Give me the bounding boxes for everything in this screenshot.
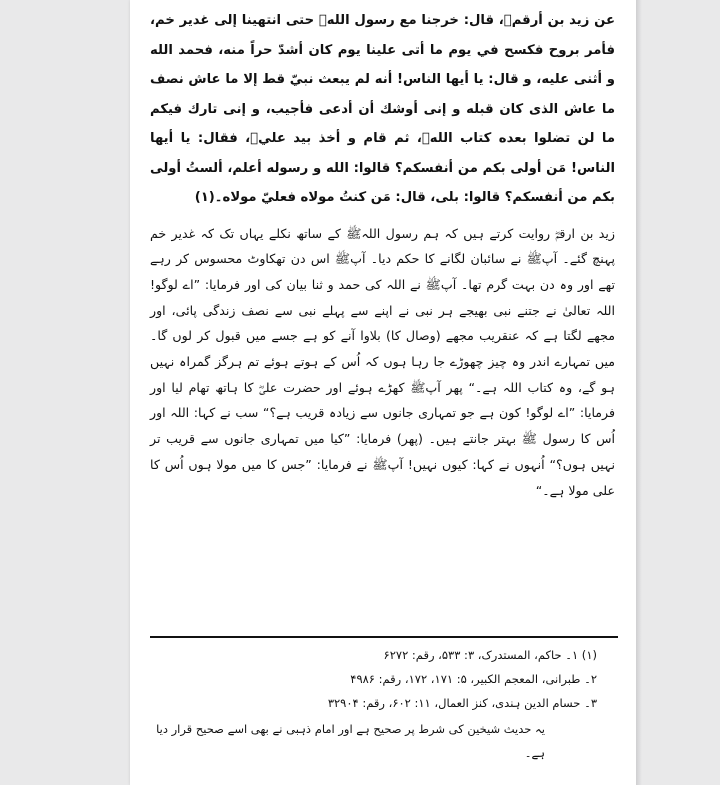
footnote-grading-note: یہ حدیث شیخین کی شرط پر صحیح ہے اور امام ذہبی نے بھی اسے صحیح قرار دیا ہے۔ [156, 722, 545, 760]
arabic-paragraph: عن زيد بن أرقمؓ، قال: خرجنا مع رسول اللهﷺ حتى انتهينا إلى غدير خم، فأمر بروح فكسح في يوم ما أتى علينا يوم كان أشدّ حراً منه، فحمد الله و أثنى عليه، و قال: يا أيها الناس! أنه لم يبعث نبيّ قط إلا ما عاش نصف ما عاش الذى كان قبله و إنى أوشك أن أدعى فأجيب، و إنى تارك فيكم ما لن تضلوا بعده كتاب اللهﷺ، ثم قام و أخذ بيد عليؓ، فقال: يا أيها الناس! مَن أولى بكم من أنفسكم؟ قالوا: الله و رسوله أعلم، ألستُ أولى بكم من أنفسكم؟ قالوا: بلى، قال: مَن كنتُ مولاه فعليّ مولاه۔(۱) [150, 13, 615, 205]
page-edge [636, 0, 642, 785]
urdu-paragraph: زید بن ارقمؓ روایت کرتے ہیں کہ ہم رسول اللہﷺ کے ساتھ نکلے یہاں تک کہ غدیر خم پہنچ گئے۔ آپﷺ نے سائبان لگانے کا حکم دیا۔ آپﷺ اس دن تھکاوٹ محسوس کر رہے تھے اور وہ دن بہت گرم تھا۔ آپﷺ نے اللہ کی حمد و ثنا بیان کی اور فرمایا: ”اے لوگو! اللہ تعالیٰ نے جتنے نبی بھیجے ہر نبی نے اپنے سے پہلے نبی سے نصف زندگی پائی، اور مجھے لگتا ہے کہ عنقریب مجھے (وصال کا) بلاوا آنے کو ہے جسے میں قبول کر لوں گا۔ میں تمہارے اندر وہ چیز چھوڑے جا رہا ہوں کہ اُس کے ہوتے ہوئے تم ہرگز گمراہ نہیں ہو گے، وہ کتاب اللہ ہے۔“ پھر آپﷺ کھڑے ہوئے اور حضرت علیؓ کا ہاتھ تھام لیا اور فرمایا: ”اے لوگو! کون ہے جو تمہاری جانوں سے زیادہ قریب ہے؟“ سب نے کہا: اللہ اور اُس کا رسول ﷺ بہتر جانتے ہیں۔ (پھر) فرمایا: ”کیا میں تمہاری جانوں سے قریب تر نہیں ہوں؟“ اُنہوں نے کہا: کیوں نہیں! آپﷺ نے فرمایا: ”جس کا میں مولا ہوں اُس کا علی مولا ہے۔“ [150, 225, 615, 498]
footnote-3: ۳۔ حسام الدین ہندی، کنز العمال، ۱۱: ۶۰۲، رقم: ۳۲۹۰۴ [327, 696, 597, 710]
footnote-1: (۱) ۱۔ حاکم، المستدرک، ۳: ۵۳۳، رقم: ۶۲۷۲ [383, 648, 597, 662]
hadith-body [150, 6, 615, 503]
footnotes [150, 643, 615, 765]
footnote-divider [150, 636, 618, 638]
footnote-2: ۲۔ طبرانی، المعجم الکبیر، ۵: ۱۷۱، ۱۷۲، رقم: ۴۹۸۶ [350, 672, 597, 686]
